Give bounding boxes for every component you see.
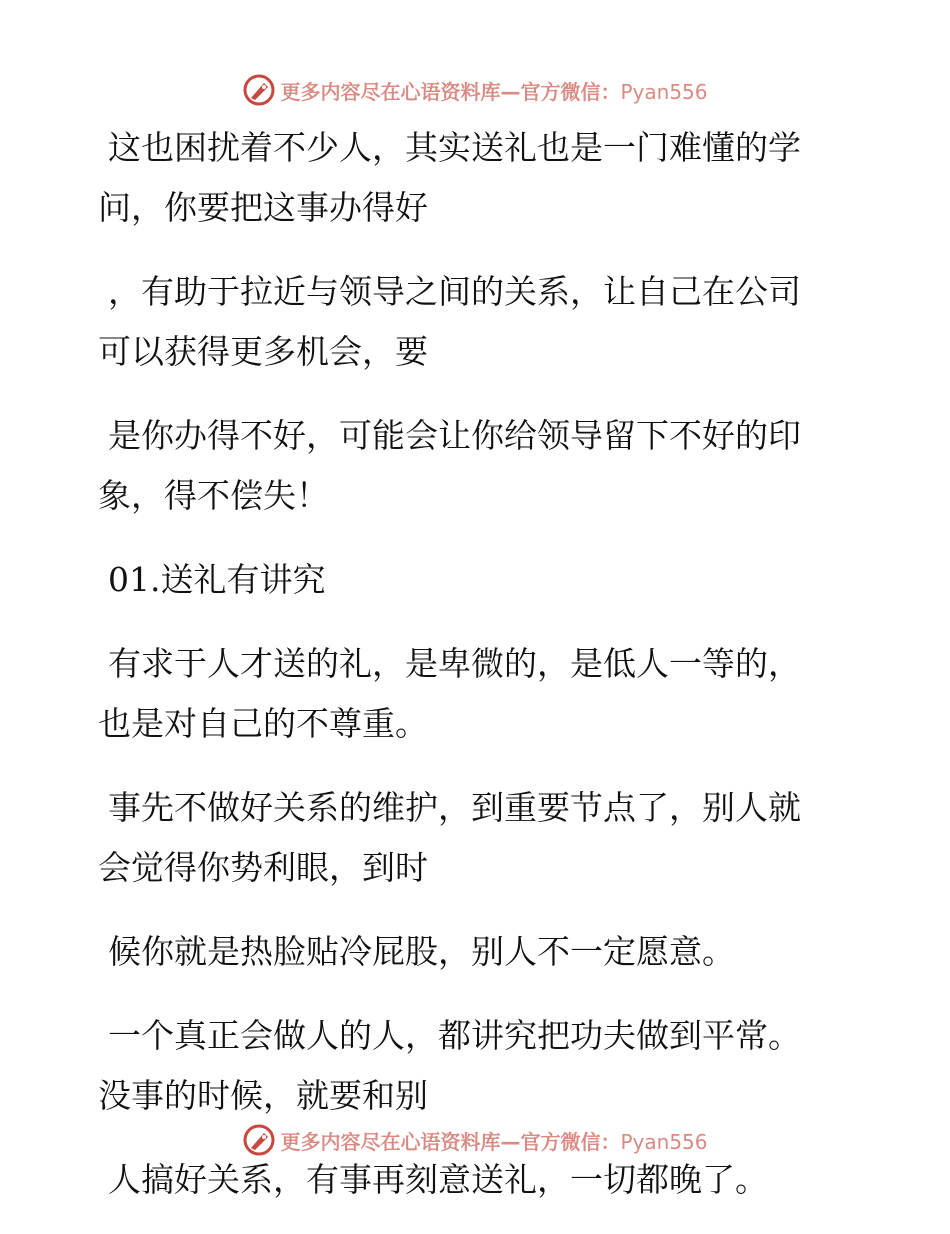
paragraph-line: 这也困扰着不少人，其实送礼也是一门难懂的学 xyxy=(108,128,801,167)
banner-handle: Pyan556 xyxy=(620,79,708,104)
banner-text: 更多内容尽在心语资料库—官方微信：Pyan556 xyxy=(280,79,708,104)
paragraph-line: 可以获得更多机会，要 xyxy=(98,332,428,371)
paragraph xyxy=(98,406,838,526)
paragraph xyxy=(98,1006,838,1126)
paragraph-line: ，有助于拉近与领导之间的关系，让自己在公司 xyxy=(108,272,801,311)
banner-text: 更多内容尽在心语资料库—官方微信：Pyan556 xyxy=(280,1129,708,1154)
pen-nib-circle-logo-icon xyxy=(242,73,276,107)
paragraph-line: 候你就是热脸贴冷屁股，别人不一定愿意。 xyxy=(108,932,735,971)
document-body xyxy=(98,118,838,1234)
paragraph-line: 问，你要把这事办得好 xyxy=(98,188,428,227)
paragraph-line: 一个真正会做人的人，都讲究把功夫做到平常。 xyxy=(108,1016,801,1055)
footer-watermark-banner xyxy=(0,1120,950,1160)
paragraph-line: 象，得不偿失！ xyxy=(98,476,329,515)
banner-handle: Pyan556 xyxy=(620,1129,708,1154)
paragraph-line: 人搞好关系，有事再刻意送礼，一切都晚了。 xyxy=(108,1160,768,1199)
paragraph xyxy=(98,118,838,238)
paragraph xyxy=(98,778,838,898)
paragraph-line: 也是对自己的不尊重。 xyxy=(98,704,428,743)
paragraph-line: 没事的时候，就要和别 xyxy=(98,1076,428,1115)
paragraph-line: 是你办得不好，可能会让你给领导留下不好的印 xyxy=(108,416,801,455)
paragraph-line: 会觉得你势利眼，到时 xyxy=(98,848,428,887)
section-heading xyxy=(98,550,838,610)
paragraph-line: 有求于人才送的礼，是卑微的，是低人一等的， xyxy=(108,644,801,683)
pen-nib-circle-logo-icon xyxy=(242,1123,276,1157)
paragraph xyxy=(98,262,838,382)
paragraph-line: 事先不做好关系的维护，到重要节点了，别人就 xyxy=(108,788,801,827)
paragraph xyxy=(98,634,838,754)
header-watermark-banner xyxy=(0,70,950,110)
paragraph xyxy=(98,922,838,982)
paragraph-line: 01.送礼有讲究 xyxy=(108,560,326,599)
